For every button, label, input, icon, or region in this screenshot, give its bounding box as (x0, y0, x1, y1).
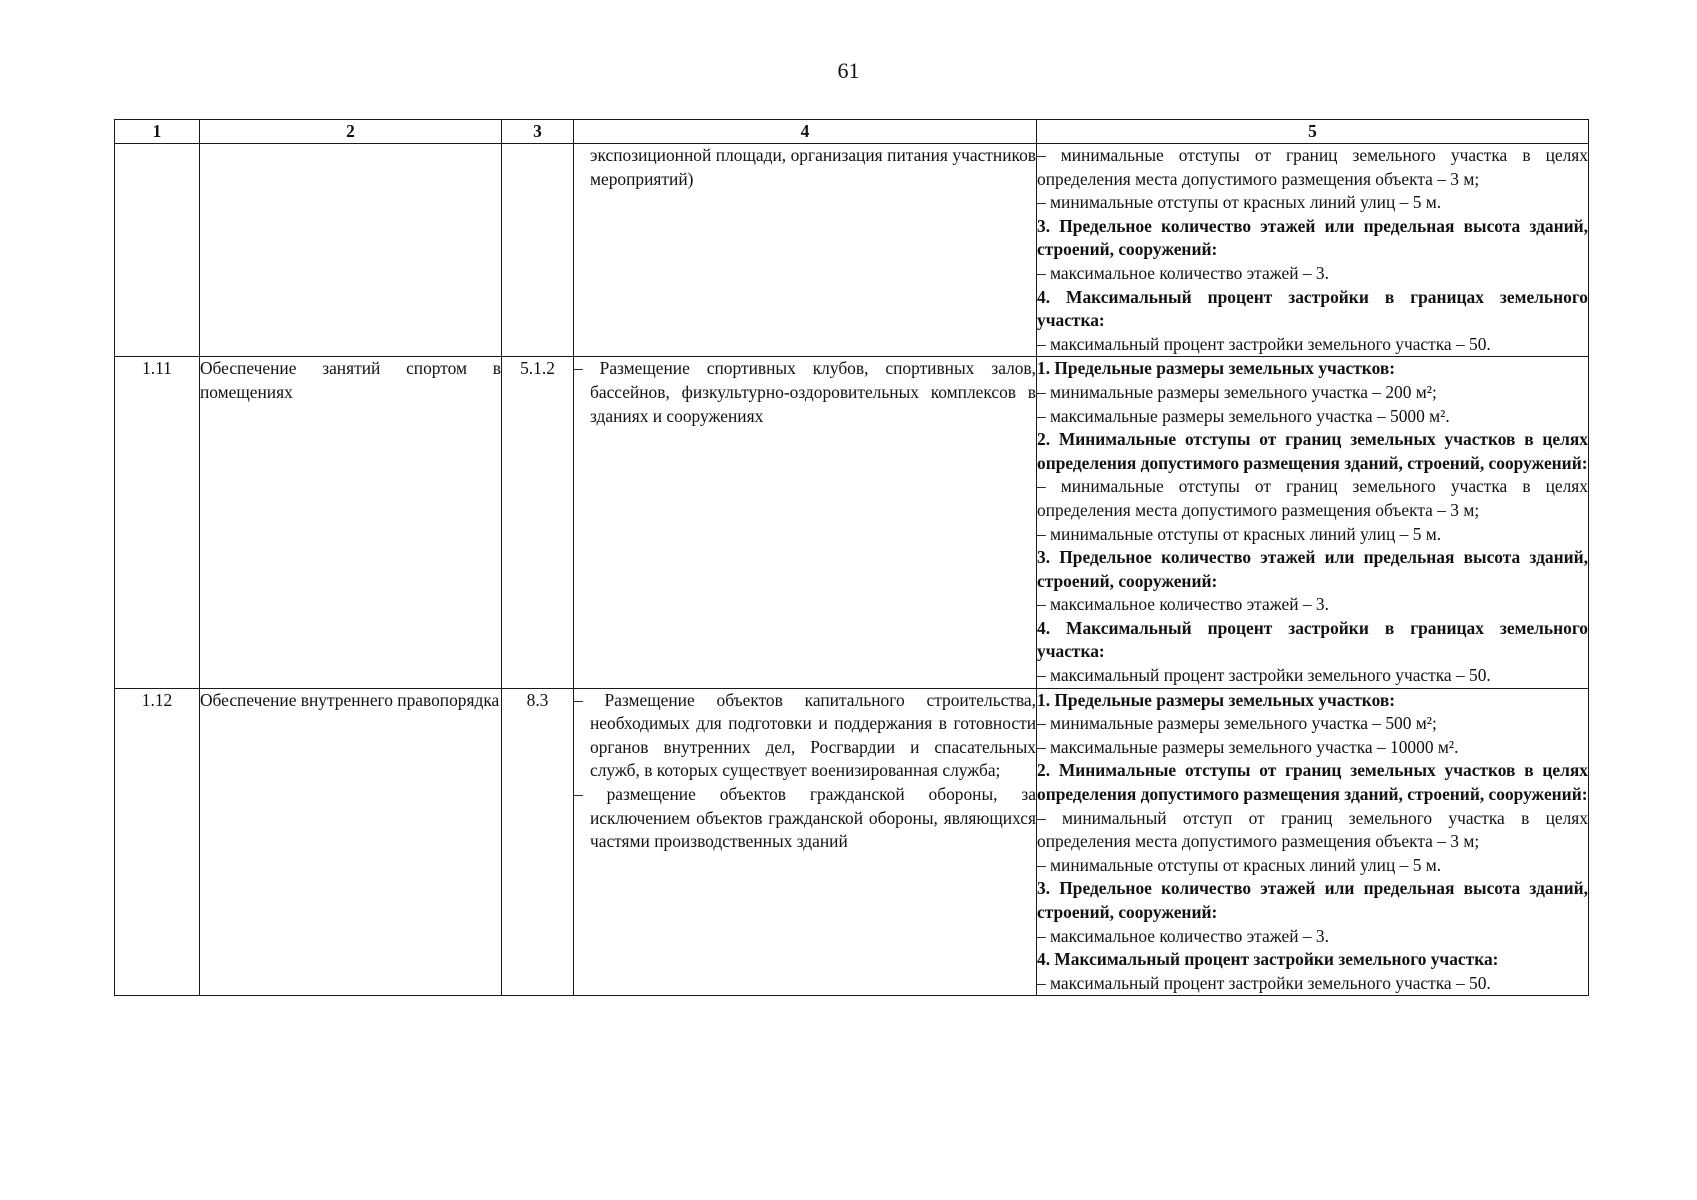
parameter-heading: 2. Минимальные отступы от границ земельных участков в целях определения допустимого размещения зданий, строений, сооружений: (1037, 429, 1588, 473)
parameter-line: – максимальный процент застройки земельного участка – 50. (1037, 972, 1491, 993)
parameter-heading: 3. Предельное количество этажей или предельная высота зданий, строений, сооружений: (1037, 878, 1588, 922)
use-description-cell (574, 357, 1037, 688)
parameter-heading: 1. Предельные размеры земельных участков: (1037, 358, 1396, 379)
parameter-line: – минимальные отступы от красных линий улиц – 5 м. (1037, 523, 1442, 544)
row-number-cell: 1.12 (115, 688, 200, 996)
parameter-heading: 3. Предельное количество этажей или предельная высота зданий, строений, сооружений: (1037, 215, 1588, 260)
row-number-cell (115, 144, 200, 357)
use-description-cell (574, 144, 1037, 357)
parameter-line: – максимальные размеры земельного участка – 10000 м². (1037, 736, 1459, 757)
table-row (115, 688, 1589, 996)
column-header: 3 (502, 120, 574, 144)
parameter-line: – максимальные размеры земельного участка – 5000 м². (1037, 405, 1450, 426)
parameter-line: – минимальные отступы от границ земельного участка в целях определения места допустимого размещения объекта – 3 м; (1037, 476, 1588, 520)
use-name-cell: Обеспечение внутреннего правопорядка (200, 688, 502, 996)
row-number-cell: 1.11 (115, 357, 200, 688)
description-paragraph: – Размещение объектов капитального строительства, необходимых для подготовки и поддержания в готовности органов внутренних дел, Росгвардии и спасательных служб, в которых существует военизированная служба; (574, 689, 1036, 781)
description-paragraph: – Размещение спортивных клубов, спортивных залов, бассейнов, физкультурно-оздоровительных комплексов в зданиях и сооружениях (574, 358, 1036, 426)
parameter-heading: 3. Предельное количество этажей или предельная высота зданий, строений, сооружений: (1037, 547, 1588, 591)
parameters-cell (1037, 144, 1589, 357)
regulations-table (114, 119, 1589, 996)
column-header: 2 (200, 120, 502, 144)
use-code-cell: 5.1.2 (502, 357, 574, 688)
parameter-line: – максимальное количество этажей – 3. (1037, 262, 1329, 283)
parameter-line: – максимальное количество этажей – 3. (1037, 925, 1329, 946)
use-name-cell (200, 144, 502, 357)
parameter-line: – максимальный процент застройки земельного участка – 50. (1037, 333, 1491, 354)
parameters-cell (1037, 357, 1589, 688)
table-row (115, 144, 1589, 357)
parameter-line: – максимальный процент застройки земельного участка – 50. (1037, 665, 1491, 686)
parameter-heading: 4. Максимальный процент застройки в границах земельного участка: (1037, 286, 1588, 331)
use-name-cell: Обеспечение занятий спортом в помещениях (200, 357, 502, 688)
use-code-cell (502, 144, 574, 357)
parameter-line: – минимальные размеры земельного участка – 500 м²; (1037, 713, 1437, 734)
parameter-line: – минимальные отступы от красных линий улиц – 5 м. (1037, 192, 1442, 213)
parameter-heading: 4. Максимальный процент застройки в границах земельного участка: (1037, 617, 1588, 662)
parameter-heading: 1. Предельные размеры земельных участков: (1037, 689, 1396, 710)
use-description-cell (574, 688, 1037, 996)
column-header: 4 (574, 120, 1037, 144)
table-row (115, 357, 1589, 688)
parameter-heading: 2. Минимальные отступы от границ земельных участков в целях определения допустимого размещения зданий, строений, сооружений: (1037, 760, 1588, 805)
use-code-cell: 8.3 (502, 688, 574, 996)
table-header-row (115, 120, 1589, 144)
parameter-heading: 4. Максимальный процент застройки земельного участка: (1037, 949, 1499, 970)
parameter-line: – максимальное количество этажей – 3. (1037, 594, 1329, 615)
description-paragraph: – размещение объектов гражданской обороны, за исключением объектов гражданской обороны, являющихся частями производственных зданий (574, 784, 1036, 852)
page-number: 61 (837, 58, 860, 83)
parameter-line: – минимальные отступы от красных линий улиц – 5 м. (1037, 854, 1442, 875)
column-header: 1 (115, 120, 200, 144)
parameters-cell (1037, 688, 1589, 996)
parameter-line: – минимальные размеры земельного участка – 200 м²; (1037, 381, 1437, 402)
column-header: 5 (1037, 120, 1589, 144)
parameter-line: – минимальные отступы от границ земельного участка в целях определения места допустимого размещения объекта – 3 м; (1037, 145, 1588, 189)
description-paragraph: экспозиционной площади, организация питания участников мероприятий) (590, 145, 1036, 189)
parameter-line: – минимальный отступ от границ земельного участка в целях определения места допустимого размещения объекта – 3 м; (1037, 807, 1588, 852)
table-body (115, 144, 1589, 996)
